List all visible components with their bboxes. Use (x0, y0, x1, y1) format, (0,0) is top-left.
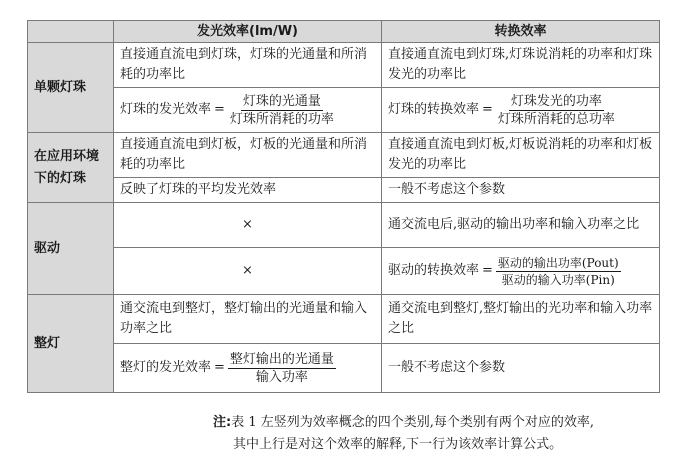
cell-note: 一般不考虑这个参数 (382, 344, 660, 393)
fraction (228, 93, 336, 128)
formula-prefix: 驱动的转换效率 (388, 263, 480, 278)
numerator: 驱动的输出功率(Pout) (497, 255, 619, 270)
numerator: 灯珠发光的功率 (510, 93, 602, 109)
header-category (28, 21, 114, 43)
formula-prefix: 灯珠的转换效率 (388, 102, 480, 117)
cell-not-applicable: × (114, 248, 382, 295)
table-row (28, 203, 660, 248)
cell-description: 直接通直流电到灯珠，灯珠的光通量和所消耗的功率比 (114, 43, 382, 88)
cell-description: 通交流电到整灯，整灯输出的光通量和输入功率之比 (114, 295, 382, 344)
cell-not-applicable: × (114, 203, 382, 248)
equals-sign: = (214, 360, 225, 375)
header-luminous-efficiency: 发光效率(lm/W) (114, 21, 382, 43)
footnote-line-1 (213, 412, 663, 434)
table-footnote (213, 412, 663, 456)
cell-note: 反映了灯珠的平均发光效率 (114, 178, 382, 203)
category-whole-lamp: 整灯 (28, 295, 114, 393)
numerator: 整灯输出的光通量 (229, 351, 334, 367)
cell-formula (382, 248, 660, 295)
category-single-led: 单颗灯珠 (28, 43, 114, 133)
fraction (496, 93, 617, 128)
fraction (496, 255, 621, 288)
cell-description: 直接通直流电到灯板,灯板说消耗的功率和灯板发光的功率比 (382, 133, 660, 178)
table-row (28, 344, 660, 393)
table-row (28, 178, 660, 203)
cell-formula (114, 344, 382, 393)
footnote-label: 注: (213, 415, 232, 430)
header-conversion-efficiency: 转换效率 (382, 21, 660, 43)
formula-prefix: 整灯的发光效率 (120, 360, 212, 375)
cell-description: 直接通直流电到灯板，灯板的光通量和所消耗的功率比 (114, 133, 382, 178)
efficiency-table (27, 20, 660, 393)
category-led-in-application: 在应用环境下的灯珠 (28, 133, 114, 203)
denominator: 输入功率 (255, 369, 308, 385)
table-row (28, 88, 660, 133)
footnote-text-1: 表 1 左竖列为效率概念的四个类别,每个类别有两个对应的效率, (231, 415, 595, 430)
cell-note: 一般不考虑这个参数 (382, 178, 660, 203)
footnote-line-2: 其中上行是对这个效率的解释,下一行为该效率计算公式。 (233, 437, 563, 452)
equals-sign: = (482, 102, 493, 117)
cell-description: 直接通直流电到灯珠,灯珠说消耗的功率和灯珠发光的功率比 (382, 43, 660, 88)
cell-description: 通交流电后,驱动的输出功率和输入功率之比 (382, 203, 660, 248)
numerator: 灯珠的光通量 (242, 93, 321, 109)
table-row (28, 248, 660, 295)
table-row (28, 133, 660, 178)
denominator: 灯珠所消耗的功率 (229, 111, 334, 127)
table-row (28, 43, 660, 88)
cell-description: 通交流电到整灯,整灯输出的光功率和输入功率之比 (382, 295, 660, 344)
fraction (228, 351, 336, 386)
denominator: 灯珠所消耗的总功率 (497, 111, 615, 127)
table-row (28, 295, 660, 344)
cell-formula (382, 88, 660, 133)
formula-prefix: 灯珠的发光效率 (120, 102, 212, 117)
denominator: 驱动的输入功率(Pin) (501, 272, 615, 287)
cell-formula (114, 88, 382, 133)
equals-sign: = (214, 102, 225, 117)
header-row (28, 21, 660, 43)
category-driver: 驱动 (28, 203, 114, 295)
equals-sign: = (482, 263, 493, 278)
